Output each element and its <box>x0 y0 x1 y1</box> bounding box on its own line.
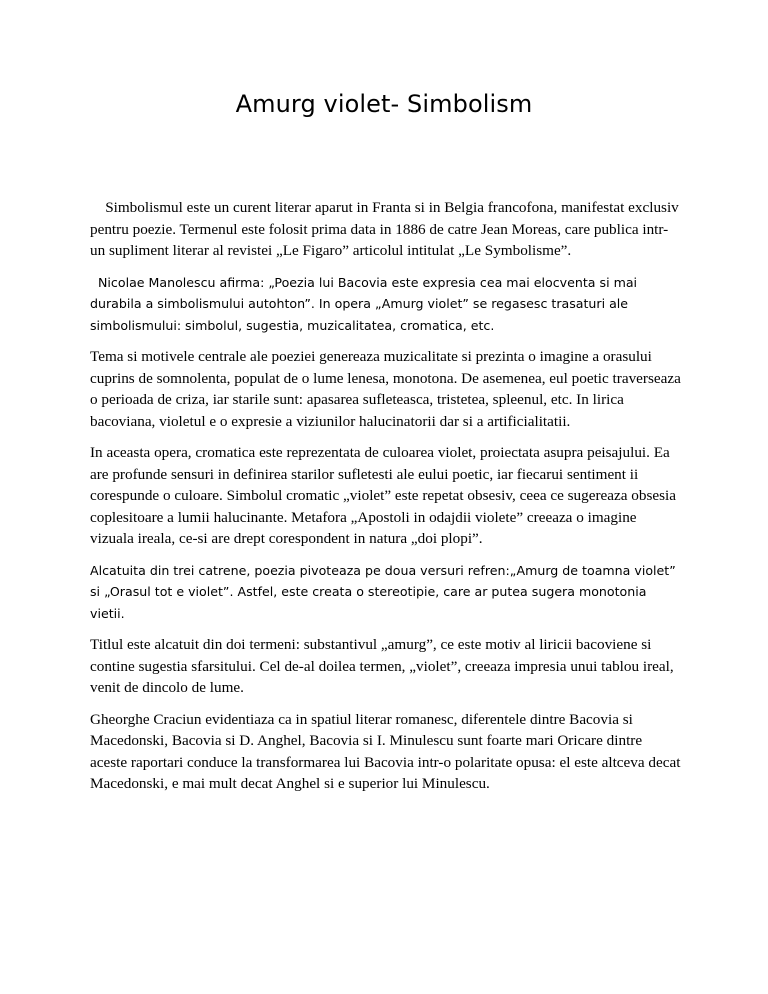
paragraph-4: In aceasta opera, cromatica este reprezentata de culoarea violet, proiectata asupra peisajului. Ea are profunde sensuri in definirea starilor sufletesti ale eului poetic, iar fiecarui sentiment ii corespunde o culoare. Simbolul cromatic „violet” este repetat obsesiv, ceea ce sugereaza obsesia coplesitoare a lumii halucinante. Metafora „Apostoli in odajdii violete” creeaza o imagine vizuala ireala, ce-si are drept corespondent in natura „doi plopi”. <box>90 444 677 547</box>
paragraph-1: Simbolismul este un curent literar aparut in Franta si in Belgia francofona, manifestat exclusiv pentru poezie. Termenul este folosit prima data in 1886 de catre Jean Moreas, care publica intr-un supliment literar al revistei „Le Figaro” articolul intitulat „Le Symbolisme”. <box>90 199 683 259</box>
document-title: Amurg violet- Simbolism <box>235 90 533 118</box>
paragraph-6: Titlul este alcatuit din doi termeni: substantivul „amurg”, ce este motiv al liricii bacoviene si contine sugestia sfarsitului. Cel de-al doilea termen, „violet”, creeaza impresia unui tablou ireal, venit de dincolo de lume. <box>90 636 674 696</box>
paragraph-7: Gheorghe Craciun evidentiaza ca in spatiul literar romanesc, diferentele dintre Bacovia si Macedonski, Bacovia si D. Anghel, Bacovia si I. Minulescu sunt foarte mari Oricare dintre aceste raportari conduce la transformarea lui Bacovia intr-o polaritate opusa: el este altceva decat Macedonski, e mai mult decat Anghel si e superior lui Minulescu. <box>90 710 681 792</box>
paragraph-2: Nicolae Manolescu afirma: „Poezia lui Bacovia este expresia cea mai elocventa si mai durabila a simbolismului autohton”. In opera „Amurg violet” se regasesc trasaturi ale simbolismului: simbolul, sugestia, muzicalitatea, cromatica, etc. <box>90 274 642 333</box>
paragraph-3: Tema si motivele centrale ale poeziei genereaza muzicalitate si prezinta o imagine a orasului cuprins de somnolenta, populat de o lume lenesa, monotona. De asemenea, eul poetic traverseaza o perioada de criza, iar starile sunt: apasarea sufleteasca, tristetea, spleenul, etc. In lirica bacoviana, violetul e o expresie a viziunilor halucinatorii dar si a artificialitatii. <box>90 348 681 430</box>
document-body <box>90 197 682 805</box>
paragraph-5: Alcatuita din trei catrene, poezia pivoteaza pe doua versuri refren:„Amurg de toamna violet” si „Orasul tot e violet”. Astfel, este creata o stereotipie, care ar putea sugera monotonia vietii. <box>90 562 676 621</box>
